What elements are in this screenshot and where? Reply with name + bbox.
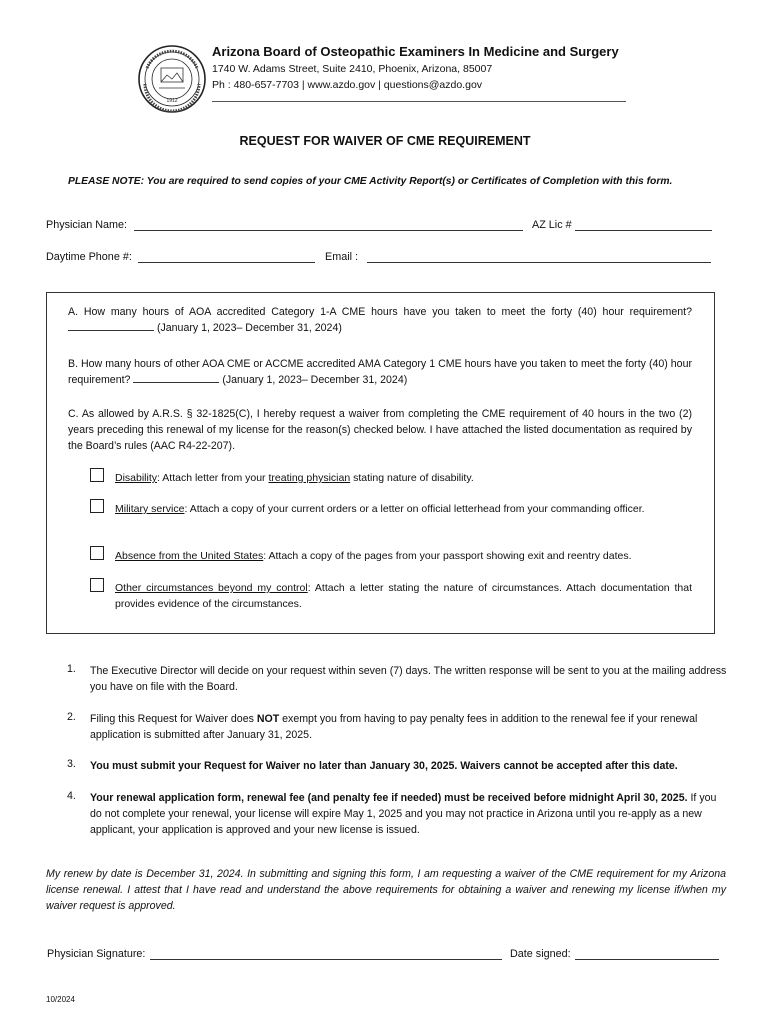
other-text: : Attach a letter stating the nature of circumstances. Attach documentation that provides evidence of the circumstances. [115, 582, 692, 610]
option-absence [115, 548, 692, 564]
physician-name-field[interactable] [134, 230, 523, 231]
military-heading: Military service [115, 503, 185, 515]
note-2-number: 2. [67, 711, 76, 723]
other-heading: Other circumstances beyond my control [115, 582, 308, 594]
disability-checkbox[interactable] [90, 468, 104, 482]
physician-signature-label: Physician Signature: [47, 948, 146, 960]
note-4 [90, 790, 730, 838]
note-3: You must submit your Request for Waiver no later than January 30, 2025. Waivers cannot be accepted after this date. [90, 760, 678, 772]
question-a [68, 304, 692, 336]
az-lic-field[interactable] [575, 230, 712, 231]
note-4-rest: If you do not complete your renewal, your license will expire May 1, 2025 and you may not practice in Arizona until you re-apply as a new applicant, your application is approved and your new license is issued. [90, 792, 717, 836]
absence-text: : Attach a copy of the pages from your passport showing exit and reentry dates. [263, 550, 632, 562]
other-circumstances-checkbox[interactable] [90, 578, 104, 592]
note-1-number: 1. [67, 663, 76, 675]
please-note: PLEASE NOTE: You are required to send copies of your CME Activity Report(s) or Certificates of Completion with this form. [68, 176, 673, 187]
note-1: The Executive Director will decide on your request within seven (7) days. The written response will be sent to you at the mailing address you have on file with the Board. [90, 665, 727, 693]
treating-physician-text: treating physician [268, 472, 351, 484]
org-contact: Ph : 480-657-7703 | www.azdo.gov | questions@azdo.gov [212, 79, 483, 91]
note-3-number: 3. [67, 758, 76, 770]
physician-name-label: Physician Name: [46, 219, 128, 231]
email-label: Email : [325, 251, 358, 263]
question-a-period: (January 1, 2023– December 31, 2024) [156, 322, 342, 334]
email-field[interactable] [367, 262, 711, 263]
seal-year: 1912 [166, 98, 178, 104]
note-2-emphasis: NOT [256, 713, 280, 725]
note-2-post: exempt you from having to pay penalty fees in addition to the renewal fee if your renewal application is submitted after January 31, 2025. [90, 713, 698, 741]
option-other-circumstances [115, 580, 692, 612]
note-2 [90, 711, 730, 743]
military-text: : Attach a copy of your current orders or a letter on official letterhead from your commanding officer. [184, 503, 645, 515]
board-seal-logo [137, 44, 207, 114]
military-service-checkbox[interactable] [90, 499, 104, 513]
question-a-text: A. How many hours of AOA accredited Category 1-A CME hours have you taken to meet the forty (40) hour requirement? [68, 306, 692, 318]
physician-signature-field[interactable] [150, 959, 502, 960]
note-2-pre: Filing this Request for Waiver does [90, 713, 257, 725]
org-name: Arizona Board of Osteopathic Examiners In Medicine and Surgery [212, 44, 619, 59]
form-title: REQUEST FOR WAIVER OF CME REQUIREMENT [239, 134, 531, 148]
question-b [68, 356, 692, 388]
note-4-emphasis: Your renewal application form, renewal fee (and penalty fee if needed) must be received before midnight April 30, 2025. [90, 792, 688, 804]
absence-heading: Absence from the United States [115, 550, 264, 562]
daytime-phone-label: Daytime Phone #: [46, 251, 132, 263]
option-military-service [115, 501, 692, 517]
question-b-period: (January 1, 2023– December 31, 2024) [222, 374, 408, 386]
question-b-text: B. How many hours of other AOA CME or ACCME accredited AMA Category 1 CME hours have you taken to meet the forty (40) hour requirement? [68, 358, 692, 386]
question-a-hours-field[interactable] [68, 320, 154, 331]
org-address: 1740 W. Adams Street, Suite 2410, Phoenix, Arizona, 85007 [212, 63, 493, 75]
az-lic-label: AZ Lic # [532, 219, 572, 231]
form-revision: 10/2024 [46, 995, 75, 1004]
disability-heading: Disability [115, 472, 158, 484]
attestation-statement: My renew by date is December 31, 2024. In submitting and signing this form, I am requesting a waiver of the CME requirement for my Arizona license renewal. I attest that I have read and understand the above requirements for obtaining a waiver and renewing my license if/when my waiver request is approved. [46, 868, 726, 912]
question-b-hours-field[interactable] [133, 372, 219, 383]
header-divider [212, 101, 626, 102]
disability-text: : Attach letter from your [157, 472, 269, 484]
option-disability [115, 470, 692, 486]
date-signed-field[interactable] [575, 959, 719, 960]
daytime-phone-field[interactable] [138, 262, 315, 263]
question-c: C. As allowed by A.R.S. § 32-1825(C), I hereby request a waiver from completing the CME requirement of 40 hours in the two (2) years preceding this renewal of my license for the reason(s) checked below. I have attached the listed documentation as required by the Board’s rules (AAC R4-22-207). [68, 408, 692, 452]
note-4-number: 4. [67, 790, 76, 802]
disability-tail: stating nature of disability. [350, 472, 474, 484]
absence-checkbox[interactable] [90, 546, 104, 560]
date-signed-label: Date signed: [510, 948, 571, 960]
